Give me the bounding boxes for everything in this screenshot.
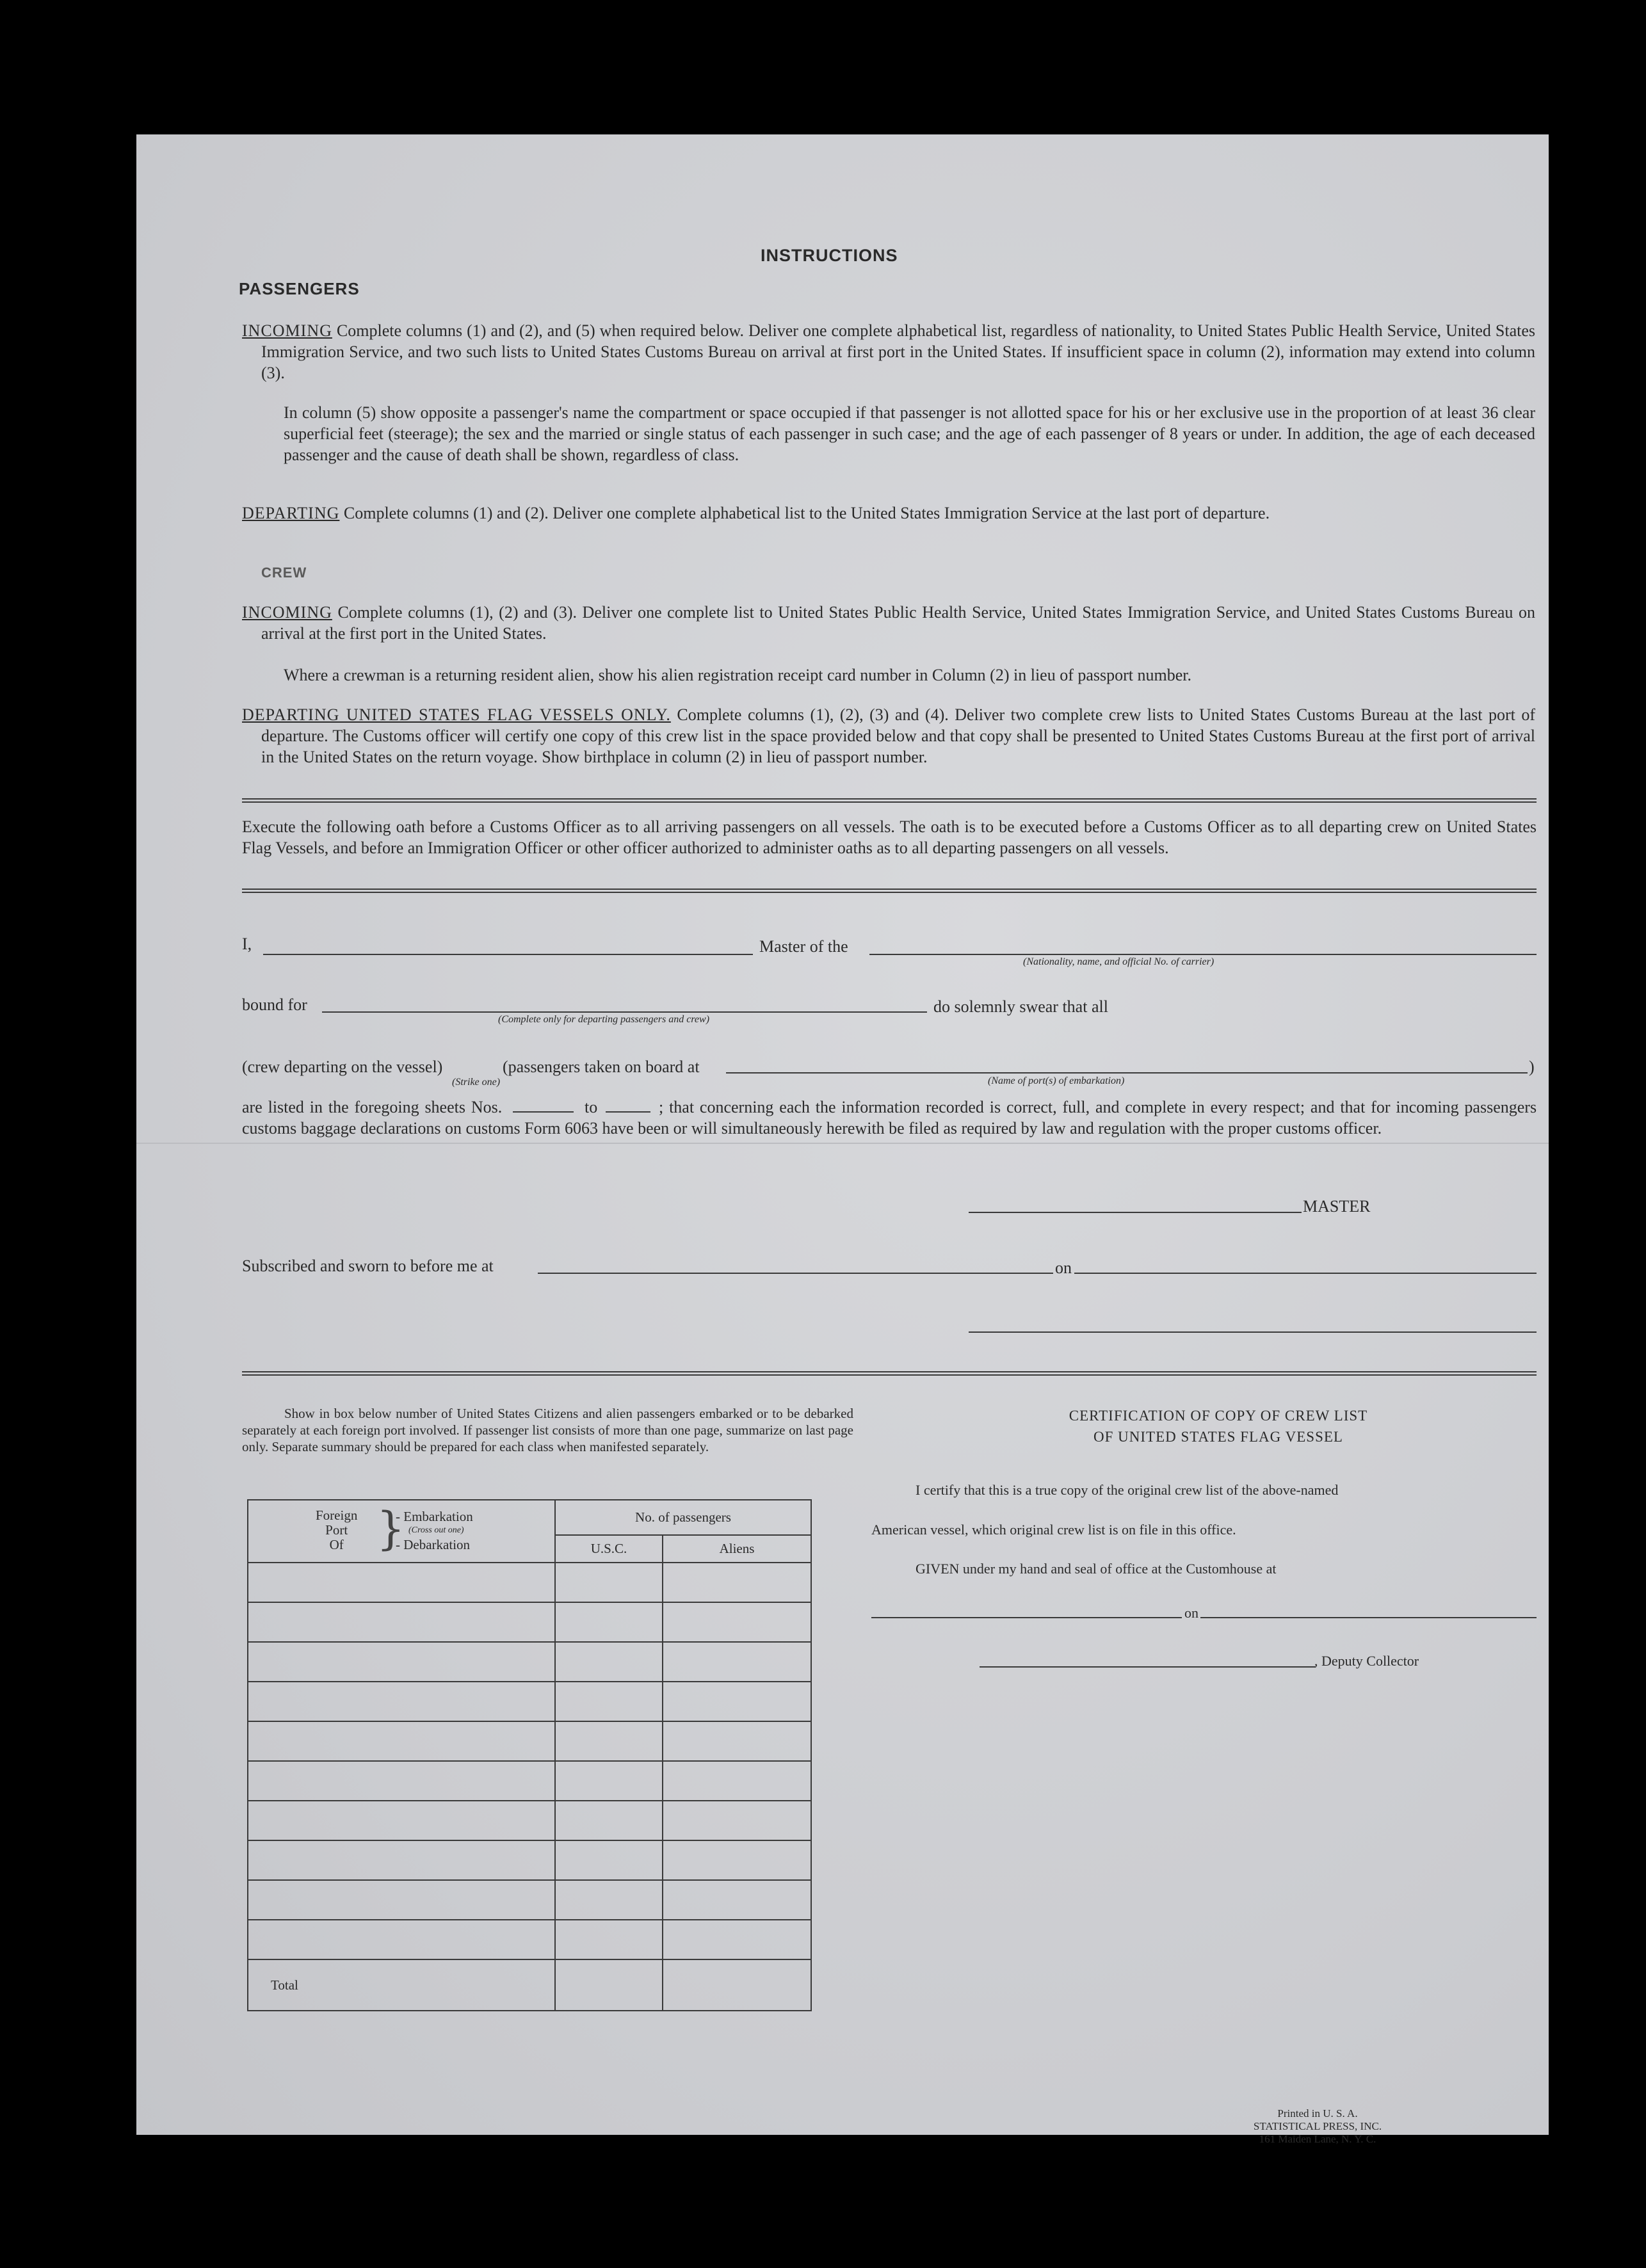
- form-page: [136, 134, 1549, 2145]
- master-signature-field[interactable]: [969, 1212, 1302, 1213]
- table-row: [248, 1880, 811, 1920]
- table-row: [248, 1642, 811, 1682]
- port-label: Port: [325, 1522, 348, 1538]
- fold-crease: [136, 1143, 1549, 1144]
- deputy-collector-label: , Deputy Collector: [1314, 1653, 1419, 1669]
- table-row: [248, 1721, 811, 1761]
- usc-cell[interactable]: [555, 1602, 663, 1642]
- port-cell[interactable]: [248, 1721, 555, 1761]
- aliens-cell[interactable]: [663, 1761, 811, 1801]
- close-paren: ): [1529, 1058, 1535, 1076]
- port-cell[interactable]: [248, 1602, 555, 1642]
- passengers-heading: PASSENGERS: [239, 279, 360, 298]
- summary-instructions: Show in box below number of United States Citizens and alien passengers embarked or to be debarked separately at each foreign port involved. If passenger list consists of more than one page, summarize on last page only. Separate summary should be prepared for each class when manifested separately.: [242, 1406, 853, 1454]
- sheet-to-field[interactable]: [606, 1111, 650, 1113]
- table-row: [248, 1602, 811, 1642]
- foreign-label: Foreign: [316, 1508, 358, 1523]
- usc-cell[interactable]: [555, 1642, 663, 1682]
- passenger-summary-table: [247, 1499, 812, 2011]
- usc-cell[interactable]: [555, 1563, 663, 1602]
- master-name-field[interactable]: [263, 954, 753, 955]
- swear-text: do solemnly swear that all: [933, 997, 1108, 1016]
- cross-out-note: (Cross out one): [408, 1525, 464, 1535]
- table-row: [248, 1563, 811, 1602]
- usc-cell[interactable]: [555, 1920, 663, 1959]
- no-of-passengers-header: No. of passengers: [555, 1500, 811, 1535]
- aliens-cell[interactable]: [663, 1721, 811, 1761]
- printer-imprint: [1228, 2107, 1407, 2146]
- crew-departing-option[interactable]: (crew departing on the vessel): [242, 1058, 443, 1076]
- crew-incoming-label: INCOMING: [242, 603, 332, 622]
- sworn-date-field[interactable]: [1074, 1273, 1537, 1274]
- aliens-cell[interactable]: [663, 1880, 811, 1920]
- divider-rule: [242, 1371, 1537, 1376]
- usc-cell[interactable]: [555, 1840, 663, 1880]
- printer-line2: STATISTICAL PRESS, INC.: [1253, 2120, 1382, 2132]
- certification-title-line2: OF UNITED STATES FLAG VESSEL: [1093, 1429, 1343, 1445]
- customhouse-field[interactable]: [871, 1617, 1182, 1618]
- certification-date-field[interactable]: [1200, 1617, 1537, 1618]
- crew-incoming-paragraph: [242, 602, 1536, 644]
- sworn-place-field[interactable]: [538, 1273, 1053, 1274]
- certification-text1: I certify that this is a true copy of the original crew list of the above-named: [916, 1482, 1339, 1498]
- oath-instruction: Execute the following oath before a Customs Officer as to all arriving passengers on all vessels. The oath is to be executed before a Customs Officer as to all departing crew on United States Flag Vessels, and before an Immigration Officer or other officer authorized to administer oaths as to all departing passengers on all vessels.: [242, 817, 1537, 857]
- passengers-incoming-text: Complete columns (1) and (2), and (5) when required below. Deliver one complete alphabetical list, regardless of nationality, to United States Public Health Service, United States Immigration Service, and two such lists to United States Customs Bureau on arrival at first port in the United States. If insufficient space in column (2), information may extend into column (3).: [261, 321, 1536, 382]
- port-cell[interactable]: [248, 1642, 555, 1682]
- printer-line1: Printed in U. S. A.: [1277, 2107, 1358, 2119]
- listed-text-a: are listed in the foregoing sheets Nos.: [242, 1098, 503, 1116]
- master-of-the-label: Master of the: [759, 937, 848, 956]
- total-usc-cell[interactable]: [555, 1959, 663, 2011]
- port-note: (Name of port(s) of embarkation): [988, 1075, 1125, 1086]
- printer-line3: 161 Maiden Lane, N. Y. C.: [1259, 2133, 1376, 2145]
- bound-for-field[interactable]: [322, 1011, 927, 1013]
- divider-rule: [242, 889, 1537, 893]
- listed-paragraph: [242, 1097, 1537, 1139]
- sheet-from-field[interactable]: [513, 1111, 574, 1113]
- certification-title-line1: CERTIFICATION OF COPY OF CREW LIST: [1069, 1408, 1368, 1424]
- aliens-cell[interactable]: [663, 1682, 811, 1721]
- column5-paragraph: In column (5) show opposite a passenger's name the compartment or space occupied if that passenger is not allotted space for his or her exclusive use in the proportion of at least 36 clear superficial feet (steerage); the sex and the married or single status of each passenger in such case; and the age of each passenger of 8 years or under. In addition, the age of each deceased passenger and the cause of death shall be shown, regardless of class.: [284, 403, 1535, 464]
- table-row: [248, 1840, 811, 1880]
- port-cell[interactable]: [248, 1563, 555, 1602]
- foreign-port-header: [248, 1500, 555, 1563]
- aliens-cell[interactable]: [663, 1801, 811, 1840]
- certification-text2: American vessel, which original crew list is on file in this office.: [871, 1522, 1236, 1538]
- aliens-cell[interactable]: [663, 1563, 811, 1602]
- master-label: MASTER: [1303, 1197, 1371, 1216]
- total-row: [248, 1959, 811, 2011]
- bound-for-label: bound for: [242, 995, 307, 1014]
- aliens-cell[interactable]: [663, 1602, 811, 1642]
- port-cell[interactable]: [248, 1880, 555, 1920]
- port-field[interactable]: [726, 1072, 1528, 1074]
- brace-icon: }: [376, 1502, 405, 1555]
- aliens-cell[interactable]: [663, 1920, 811, 1959]
- table-row: [248, 1761, 811, 1801]
- strike-one-note: (Strike one): [452, 1077, 501, 1088]
- table-row: [248, 1682, 811, 1721]
- crew-incoming-text: Complete columns (1), (2) and (3). Deliver one complete list to United States Public Health Service, United States Immigration Service, and United States Customs Bureau on arrival at the first port in the United States.: [261, 603, 1536, 643]
- crew-heading: CREW: [261, 565, 307, 581]
- carrier-note: (Nationality, name, and official No. of carrier): [1023, 956, 1214, 967]
- officer-signature-field[interactable]: [969, 1331, 1537, 1333]
- of-label: Of: [329, 1537, 344, 1552]
- certification-on-label: on: [1184, 1605, 1198, 1621]
- port-cell[interactable]: [248, 1682, 555, 1721]
- passengers-departing-text: Complete columns (1) and (2). Deliver one complete alphabetical list to the United States Immigration Service at the last port of departure.: [343, 504, 1270, 522]
- table-row: [248, 1801, 811, 1840]
- listed-text-b: ; that concerning each the information recorded is correct, full, and complete in every respect; and that for incoming passengers customs baggage declarations on customs Form 6063 have been or will simultaneously herewith be filed as required by law and regulation with the proper customs officer.: [242, 1098, 1537, 1138]
- crew-departing-label: DEPARTING UNITED STATES FLAG VESSELS ONLY.: [242, 705, 671, 724]
- instructions-title: INSTRUCTIONS: [761, 246, 898, 265]
- table-row: [248, 1920, 811, 1959]
- passengers-taken-option[interactable]: (passengers taken on board at: [503, 1058, 700, 1076]
- usc-cell[interactable]: [555, 1721, 663, 1761]
- subscribed-label: Subscribed and sworn to before me at: [242, 1257, 494, 1275]
- aliens-cell[interactable]: [663, 1840, 811, 1880]
- embarkation-option[interactable]: - Embarkation: [396, 1509, 473, 1524]
- bound-for-note: (Complete only for departing passengers and crew): [498, 1014, 710, 1025]
- aliens-cell[interactable]: [663, 1642, 811, 1682]
- carrier-field[interactable]: [869, 954, 1537, 955]
- usc-cell[interactable]: [555, 1761, 663, 1801]
- total-aliens-cell[interactable]: [663, 1959, 811, 2011]
- aliens-header: Aliens: [663, 1535, 811, 1563]
- passengers-departing-label: DEPARTING: [242, 504, 340, 522]
- to-label: to: [585, 1098, 598, 1116]
- deputy-signature-field[interactable]: [980, 1666, 1316, 1668]
- certification-given: GIVEN under my hand and seal of office at the Customhouse at: [916, 1561, 1277, 1577]
- divider-rule: [242, 798, 1537, 803]
- usc-cell[interactable]: [555, 1880, 663, 1920]
- usc-cell[interactable]: [555, 1682, 663, 1721]
- crew-alien-paragraph: Where a crewman is a returning resident alien, show his alien registration receipt card number in Column (2) in lieu of passport number.: [284, 666, 1192, 684]
- total-label: Total: [248, 1959, 555, 2011]
- usc-header: U.S.C.: [555, 1535, 663, 1563]
- port-cell[interactable]: [248, 1920, 555, 1959]
- passengers-incoming-label: INCOMING: [242, 321, 332, 340]
- port-cell[interactable]: [248, 1761, 555, 1801]
- passengers-departing-paragraph: [242, 503, 1535, 524]
- oath-i-label: I,: [242, 935, 252, 953]
- certification-title: [901, 1405, 1535, 1447]
- port-cell[interactable]: [248, 1801, 555, 1840]
- passengers-incoming-paragraph: [242, 320, 1536, 383]
- debarkation-option[interactable]: - Debarkation: [396, 1537, 471, 1552]
- sworn-on-label: on: [1055, 1259, 1072, 1277]
- crew-departing-paragraph: [242, 704, 1535, 768]
- port-cell[interactable]: [248, 1840, 555, 1880]
- crew-departing-text: Complete columns (1), (2), (3) and (4). Deliver two complete crew lists to United States Customs Bureau at the last port of departure. The Customs officer will certify one copy of this crew list in the space provided below and that copy shall be presented to United States Customs Bureau at the first port of arrival in the United States on the return voyage. Show birthplace in column (2) in lieu of passport number.: [261, 705, 1535, 766]
- usc-cell[interactable]: [555, 1801, 663, 1840]
